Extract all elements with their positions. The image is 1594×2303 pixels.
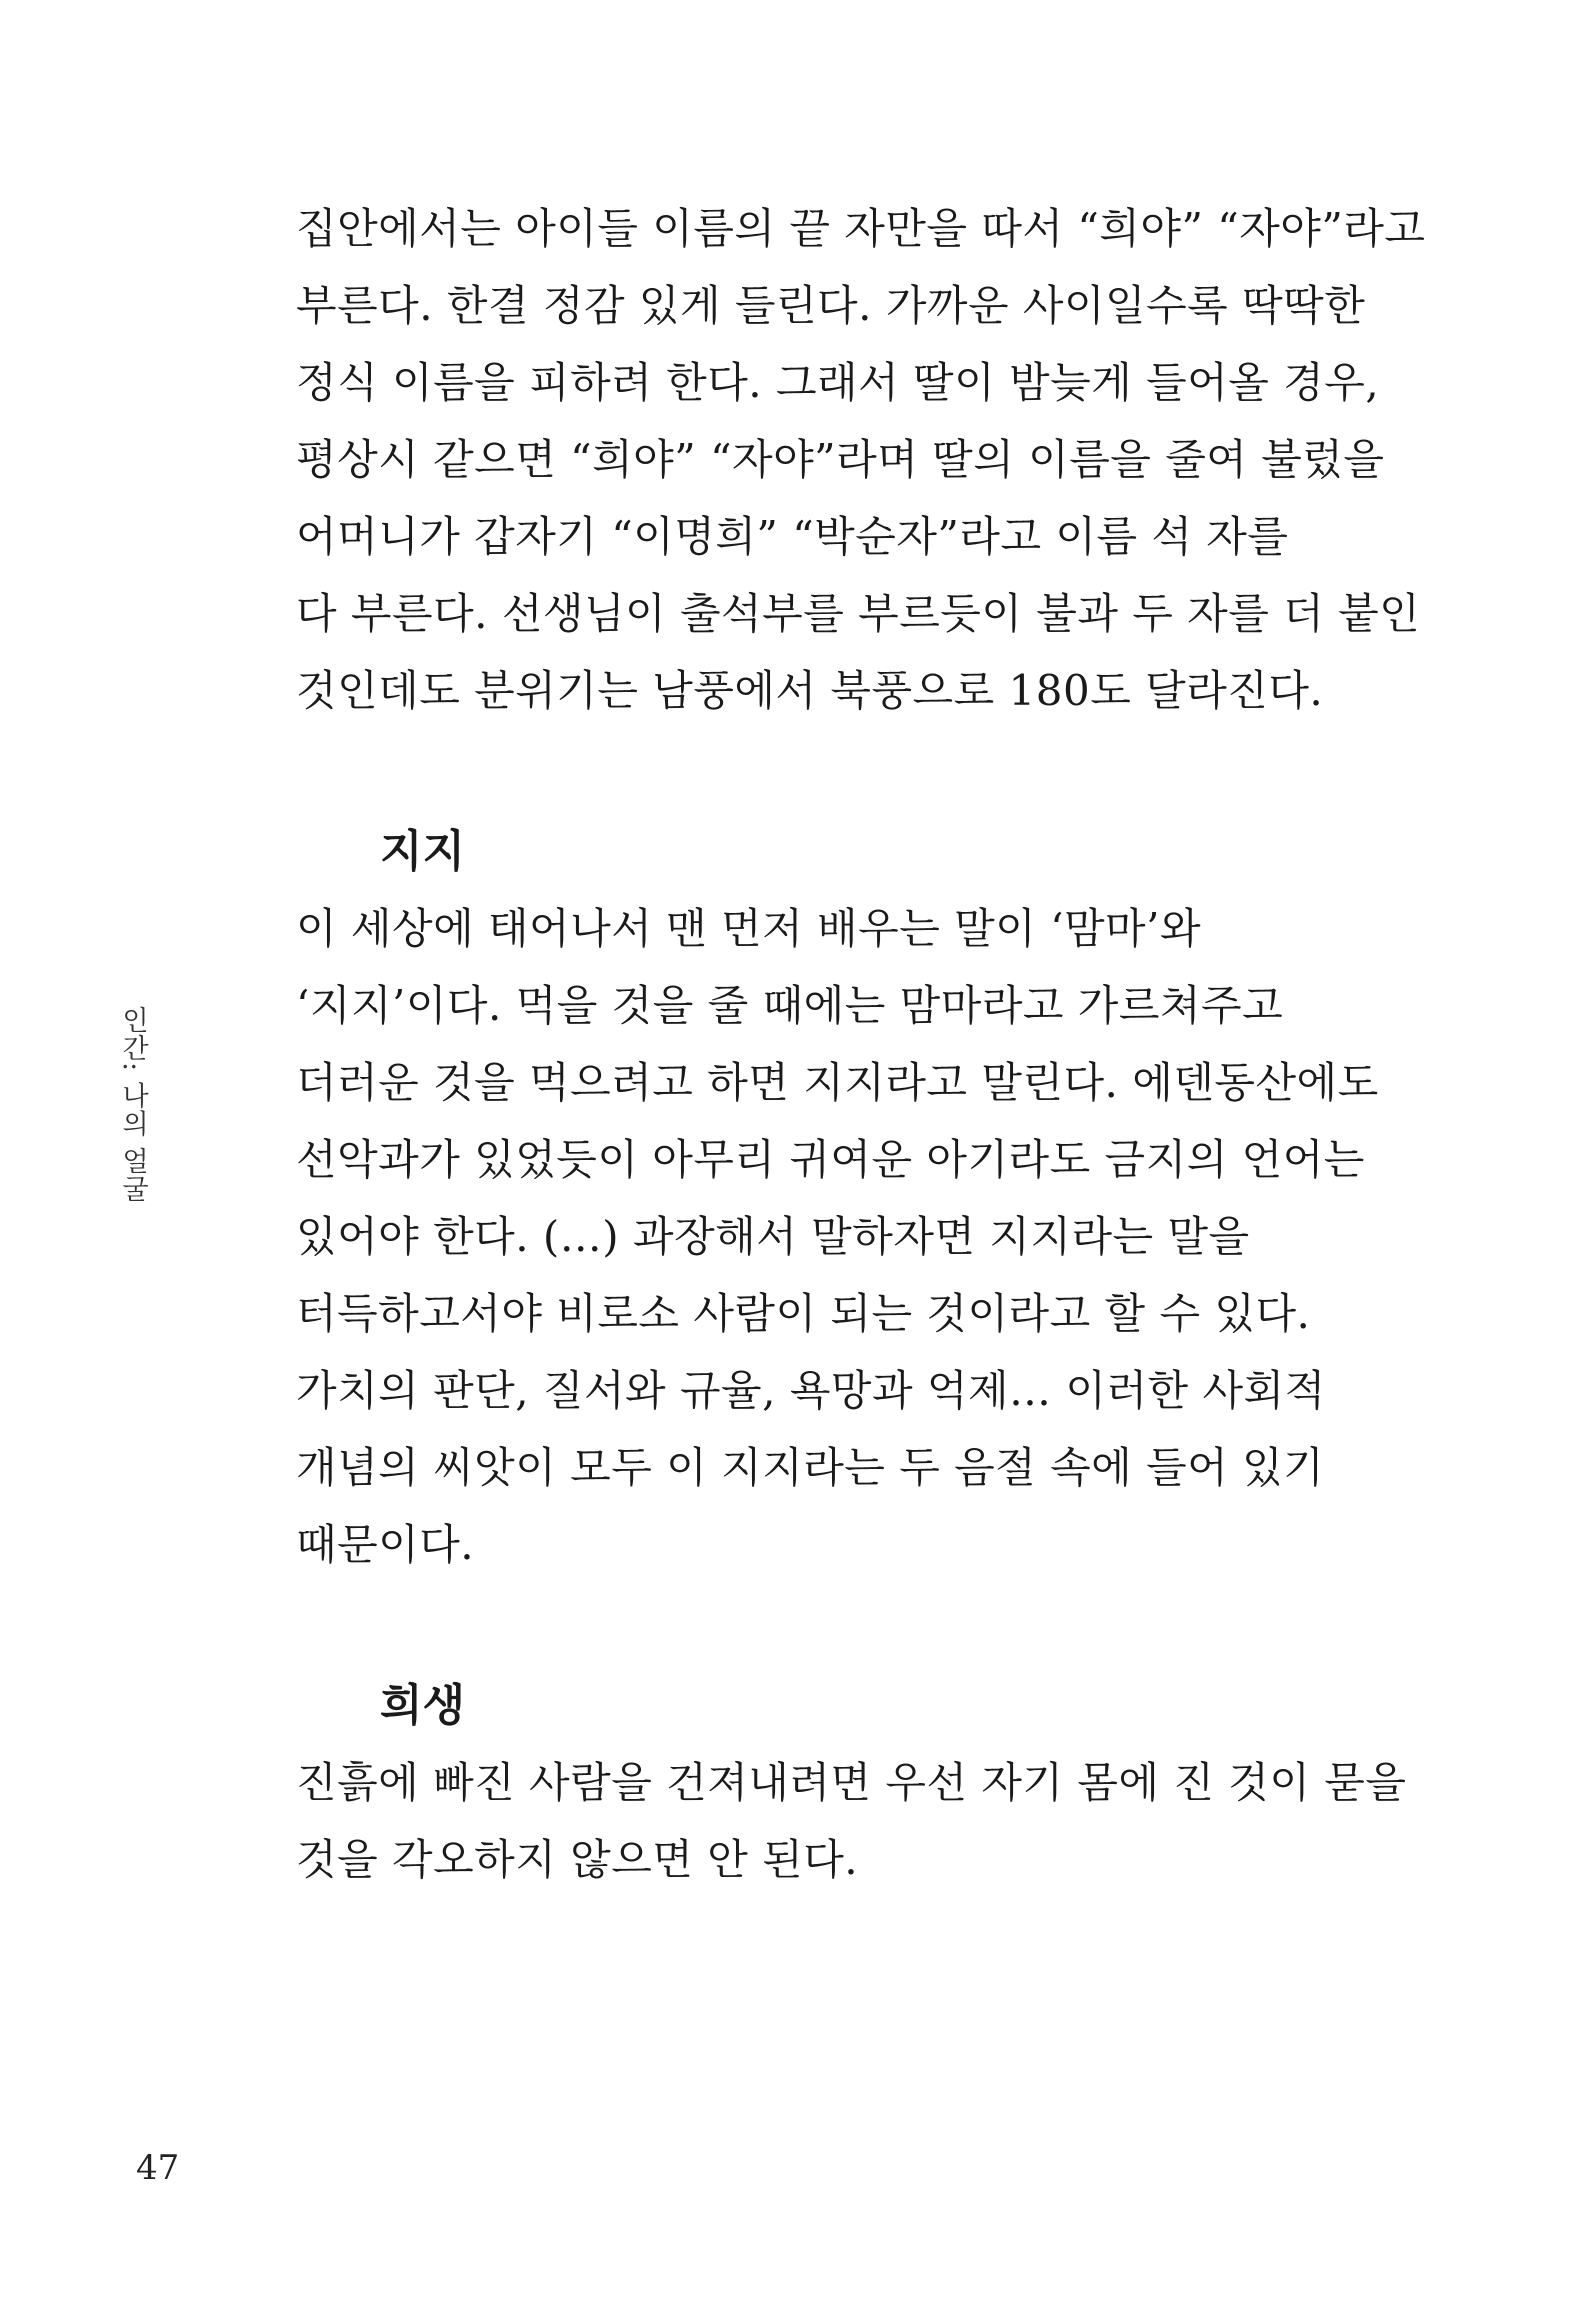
- text-line: 때문이다.: [296, 1520, 475, 1569]
- text-line: 정식 이름을 피하려 한다. 그래서 딸이 밤늦게 들어올 경우,: [296, 358, 1380, 407]
- page-number: 47: [136, 2148, 180, 2188]
- text-line: 있어야 한다. (…) 과장해서 말하자면 지지라는 말을: [296, 1212, 1250, 1261]
- section-heading-jiji: 지지: [380, 826, 466, 877]
- text-line: 터득하고서야 비로소 사람이 되는 것이라고 할 수 있다.: [296, 1289, 1311, 1338]
- section-gap: [296, 1583, 1436, 1667]
- text-line: 진흙에 빠진 사람을 건져내려면 우선 자기 몸에 진 것이 묻을: [296, 1758, 1407, 1807]
- body-text: [296, 190, 1436, 1898]
- text-line: 가치의 판단, 질서와 규율, 욕망과 억제… 이러한 사회적: [296, 1366, 1326, 1415]
- text-line: 어머니가 갑자기 “이명희” “박순자”라고 이름 석 자를: [296, 512, 1289, 561]
- text-line: 것인데도 분위기는 남풍에서 북풍으로 180도 달라진다.: [296, 666, 1324, 715]
- text-line: 개념의 씨앗이 모두 이 지지라는 두 음절 속에 들어 있기: [296, 1443, 1325, 1492]
- running-head: 인간: 나의 얼굴: [117, 1006, 148, 1204]
- section-paragraph-huisaeng: [296, 1744, 1436, 1898]
- text-line: 것을 각오하지 않으면 안 된다.: [296, 1835, 859, 1884]
- text-line: 집안에서는 아이들 이름의 끝 자만을 따서 “희야” “자야”라고: [296, 204, 1426, 253]
- section-paragraph-jiji: [296, 890, 1436, 1583]
- text-line: 다 부른다. 선생님이 출석부를 부르듯이 불과 두 자를 더 붙인: [296, 589, 1421, 638]
- text-line: 평상시 같으면 “희야” “자야”라며 딸의 이름을 줄여 불렀을: [296, 435, 1385, 484]
- text-line: 부른다. 한결 정감 있게 들린다. 가까운 사이일수록 딱딱한: [296, 281, 1366, 330]
- text-line: 이 세상에 태어나서 맨 먼저 배우는 말이 ‘맘마’와: [296, 904, 1202, 953]
- section-gap: [296, 729, 1436, 813]
- text-line: 더러운 것을 먹으려고 하면 지지라고 말린다. 에덴동산에도: [296, 1058, 1379, 1107]
- text-line: ‘지지’이다. 먹을 것을 줄 때에는 맘마라고 가르쳐주고: [296, 981, 1284, 1030]
- intro-paragraph: [296, 190, 1436, 729]
- section-heading-huisaeng: 희생: [380, 1680, 466, 1731]
- text-line: 선악과가 있었듯이 아무리 귀여운 아기라도 금지의 언어는: [296, 1135, 1365, 1184]
